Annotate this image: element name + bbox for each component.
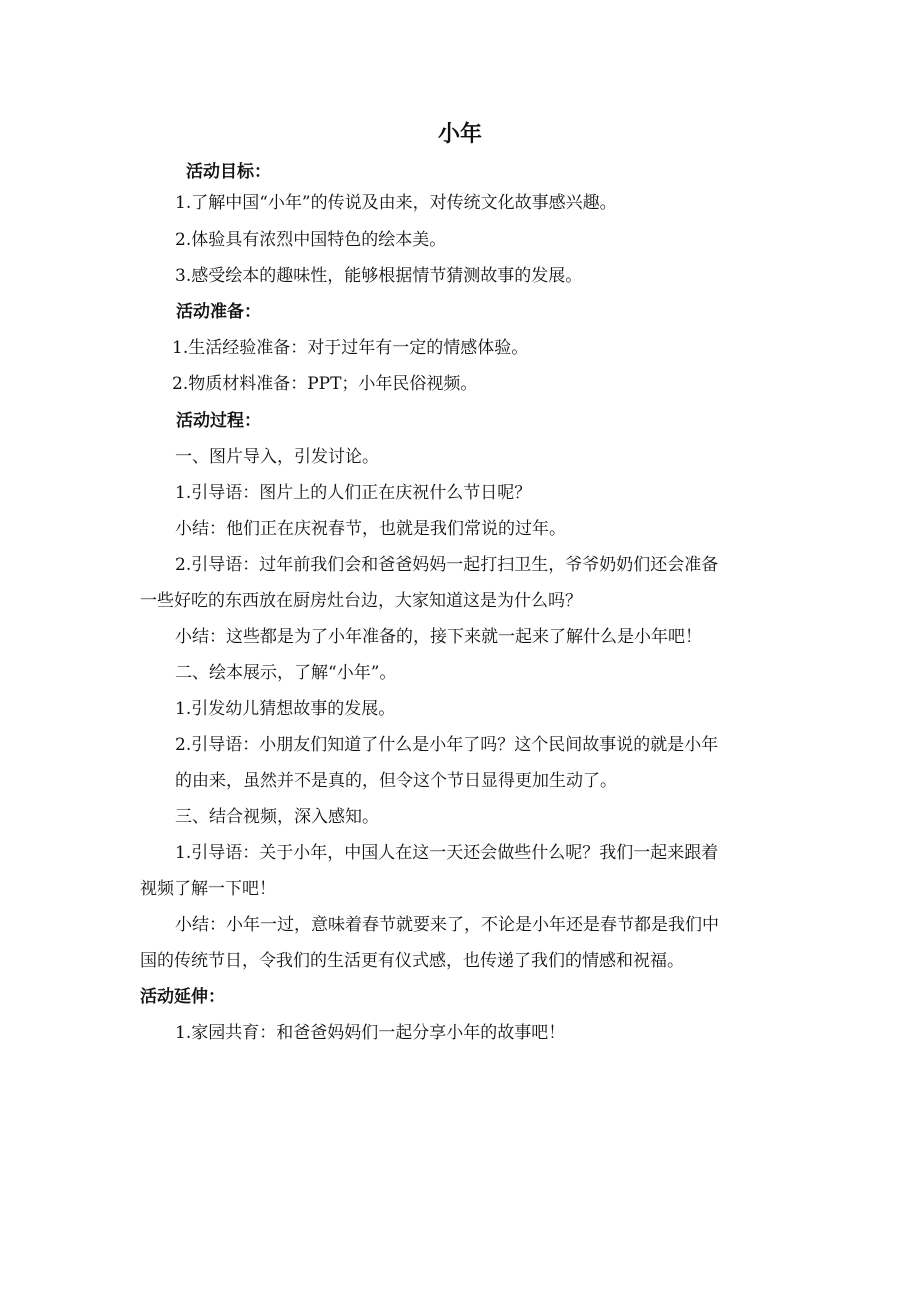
preparation-item: 2.物质材料准备：PPT；小年民俗视频。 (172, 374, 478, 394)
paragraph-line: 视频了解一下吧！ (140, 879, 276, 899)
paragraph-line: 2.引导语：过年前我们会和爸爸妈妈一起打扫卫生，爷爷奶奶们还会准备 (175, 555, 719, 575)
extension-heading: 活动延伸： (140, 987, 225, 1007)
section-title: 三、结合视频，深入感知。 (175, 807, 379, 827)
paragraph-line: 小结：小年一过，意味着春节就要来了，不论是小年还是春节都是我们中 (175, 915, 719, 935)
goals-item: 1.了解中国“小年”的传说及由来，对传统文化故事感兴趣。 (175, 193, 617, 213)
document-title: 小年 (437, 121, 482, 147)
paragraph-line: 一些好吃的东西放在厨房灶台边，大家知道这是为什么吗？ (140, 591, 582, 611)
preparation-item: 1.生活经验准备：对于过年有一定的情感体验。 (172, 338, 529, 358)
goals-item: 3.感受绘本的趣味性，能够根据情节猜测故事的发展。 (175, 266, 583, 286)
paragraph-line: 国的传统节日，令我们的生活更有仪式感，也传递了我们的情感和祝福。 (140, 951, 684, 971)
goals-heading: 活动目标： (186, 162, 271, 182)
paragraph-line: 1.引导语：图片上的人们正在庆祝什么节日呢？ (175, 483, 532, 503)
paragraph-line: 2.引导语：小朋友们知道了什么是小年了吗？这个民间故事说的就是小年 (175, 735, 719, 755)
paragraph-line: 小结：这些都是为了小年准备的，接下来就一起来了解什么是小年吧！ (175, 627, 702, 647)
extension-item: 1.家园共育：和爸爸妈妈们一起分享小年的故事吧！ (175, 1023, 566, 1043)
section-title: 一、图片导入，引发讨论。 (175, 447, 379, 467)
paragraph-line: 小结：他们正在庆祝春节，也就是我们常说的过年。 (175, 519, 566, 539)
paragraph-line: 1.引发幼儿猜想故事的发展。 (175, 699, 396, 719)
process-heading: 活动过程： (176, 411, 261, 431)
preparation-heading: 活动准备： (176, 302, 261, 322)
goals-item: 2.体验具有浓烈中国特色的绘本美。 (175, 230, 447, 250)
paragraph-line: 1.引导语：关于小年，中国人在这一天还会做些什么呢？我们一起来跟着 (175, 843, 719, 863)
section-title: 二、绘本展示，了解“小年”。 (175, 663, 397, 683)
paragraph-line: 的由来，虽然并不是真的，但令这个节日显得更加生动了。 (175, 771, 617, 791)
